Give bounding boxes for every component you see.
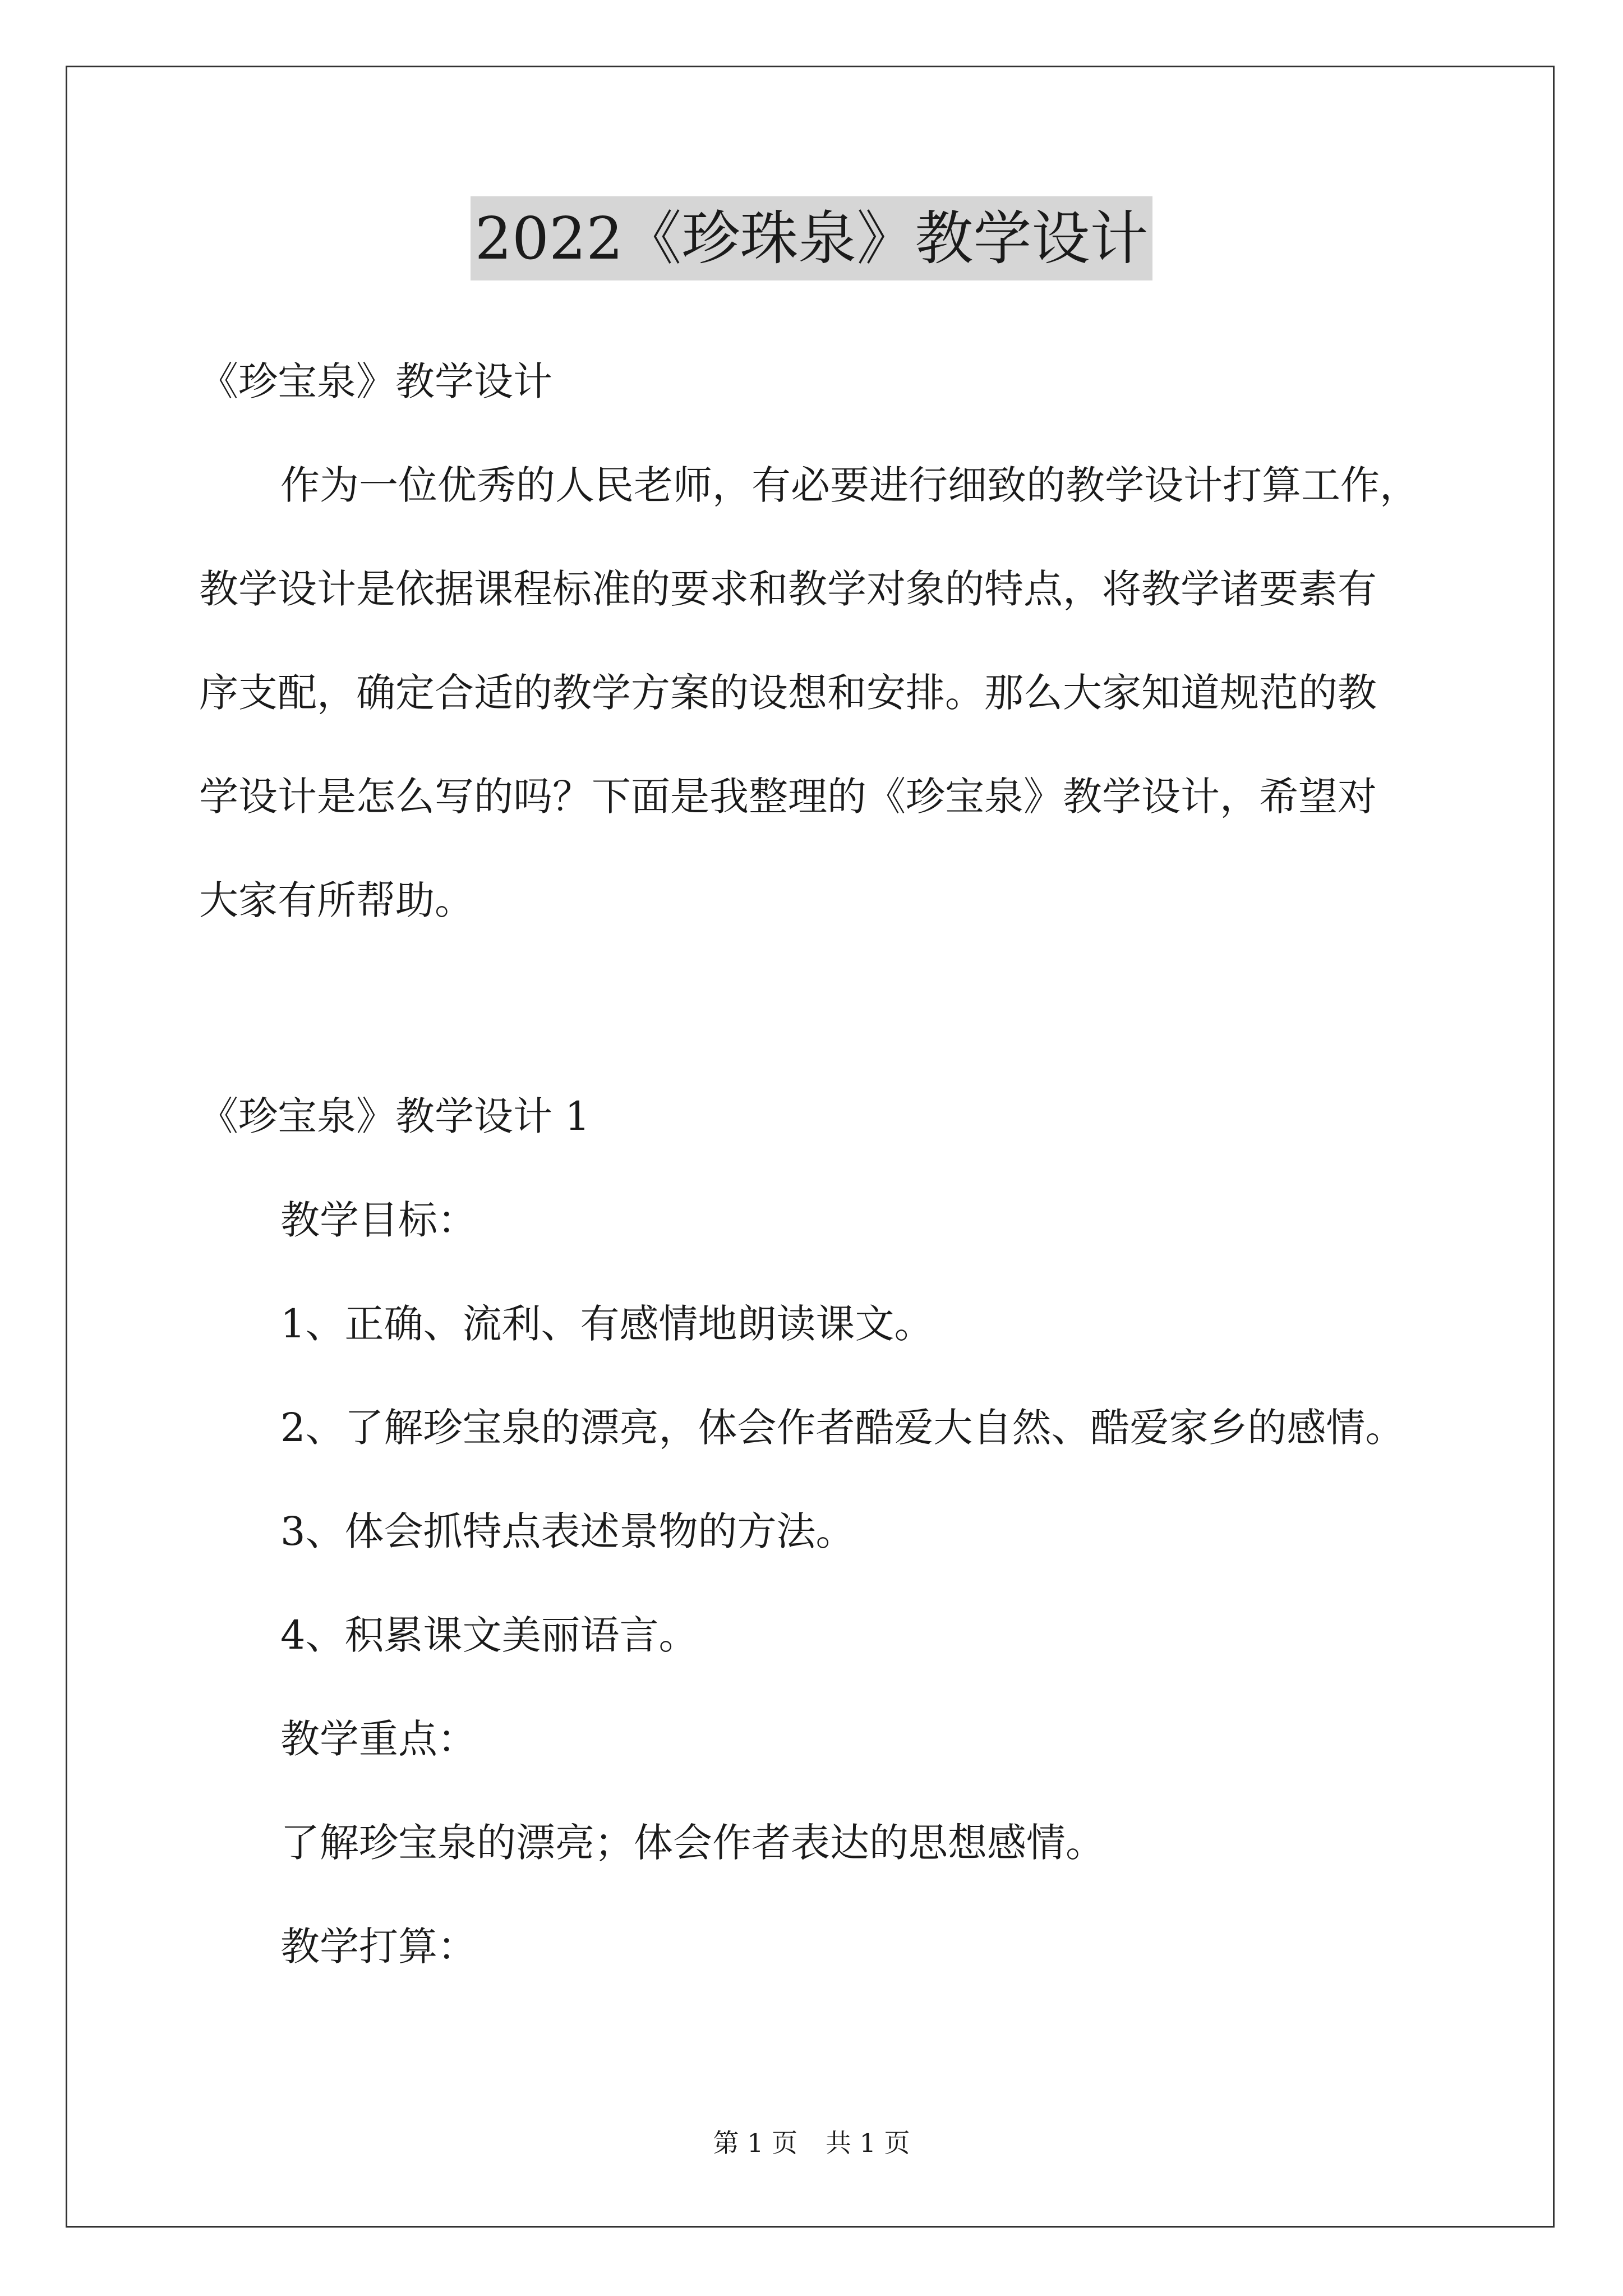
document-subtitle: 《珍宝泉》教学设计	[199, 358, 552, 404]
page-footer	[0, 2123, 1623, 2162]
body-line-preparation-label: 教学打算：	[280, 1924, 477, 1970]
intro-line-5: 大家有所帮助。	[199, 877, 474, 923]
body-line-focus-text: 了解珍宝泉的漂亮；体会作者表达的思想感情。	[280, 1820, 1105, 1866]
body-line-objective-3: 3、体会抓特点表述景物的方法。	[280, 1508, 855, 1554]
body-line-focus-label: 教学重点：	[280, 1716, 477, 1762]
page-number: 第 1 页	[713, 2128, 797, 2158]
section-heading: 《珍宝泉》教学设计 1	[199, 1093, 590, 1139]
document-title-text: 2022《珍珠泉》教学设计	[471, 196, 1153, 280]
intro-line-3: 序支配，确定合适的教学方案的设想和安排。那么大家知道规范的教	[199, 670, 1377, 716]
intro-line-4: 学设计是怎么写的吗？下面是我整理的《珍宝泉》教学设计，希望对	[199, 774, 1377, 820]
document-title	[0, 196, 1623, 280]
body-line-objective-4: 4、积累课文美丽语言。	[280, 1612, 698, 1658]
body-line-objectives-label: 教学目标：	[280, 1197, 477, 1243]
body-line-objective-2: 2、了解珍宝泉的漂亮，体会作者酷爱大自然、酷爱家乡的感情。	[280, 1405, 1405, 1451]
intro-line-1: 作为一位优秀的人民老师，有必要进行细致的教学设计打算工作，	[280, 462, 1419, 508]
page-total: 共 1 页	[826, 2128, 910, 2158]
body-line-objective-1: 1、正确、流利、有感情地朗读课文。	[280, 1301, 934, 1347]
intro-line-2: 教学设计是依据课程标准的要求和教学对象的特点，将教学诸要素有	[199, 566, 1377, 612]
